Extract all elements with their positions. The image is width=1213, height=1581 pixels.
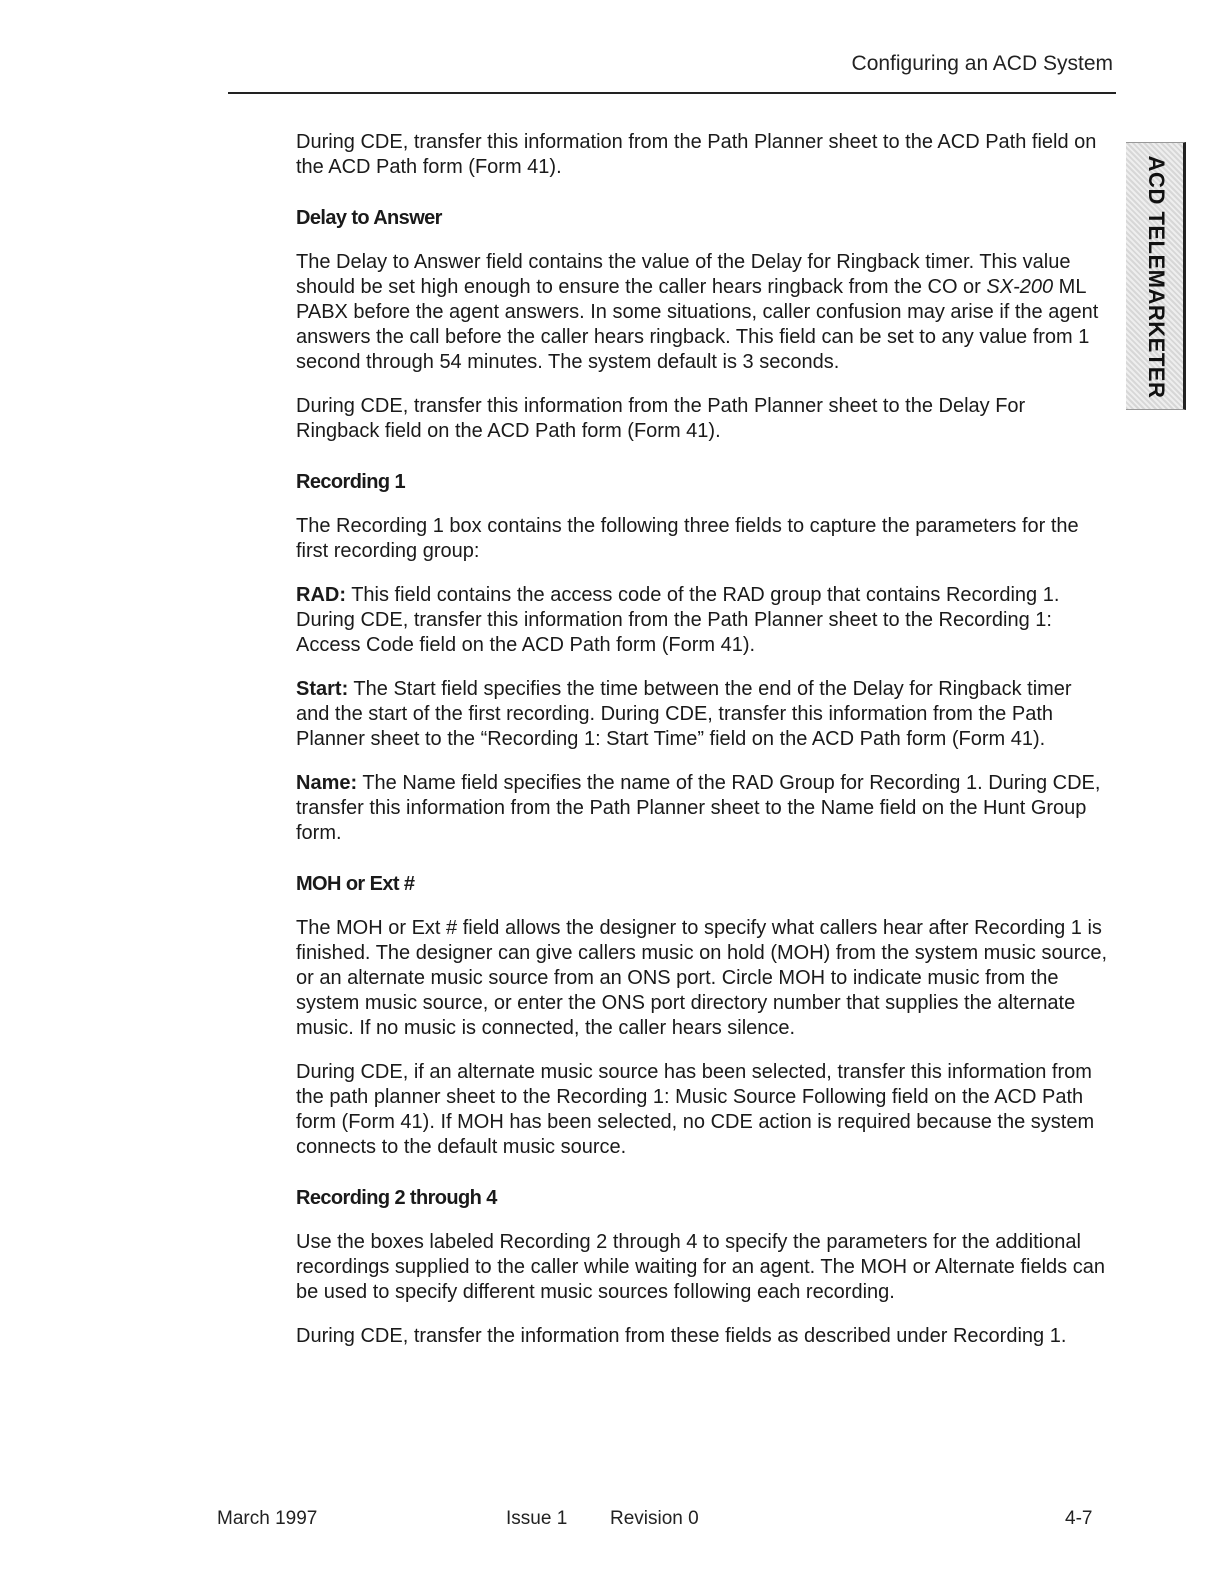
recording-2-4-paragraph: Use the boxes labeled Recording 2 through 4 to specify the parameters for the additional recordings supplied to the caller while waiting for an agent. The MOH or Alternate fields can be used to specify different music sources following each recording. (296, 1231, 1105, 1303)
intro-paragraph: During CDE, transfer this information from the Path Planner sheet to the ACD Path field on the ACD Path form (Form 41). (296, 131, 1097, 178)
heading-recording-2-4: Recording 2 through 4 (296, 1187, 497, 1209)
start-paragraph (296, 677, 1108, 752)
running-header: Configuring an ACD System (851, 52, 1113, 75)
rad-text: This field contains the access code of the RAD group that contains Recording 1. During CDE, transfer this information from the Path Planner sheet to the Recording 1: Access Code field on the ACD Path form (Form 41). (296, 584, 1060, 656)
heading-moh-or-ext: MOH or Ext # (296, 873, 415, 895)
heading-recording-1: Recording 1 (296, 471, 405, 493)
recording-2-4-cde-paragraph: During CDE, transfer the information from these fields as described under Recording 1. (296, 1325, 1067, 1347)
name-paragraph (296, 771, 1108, 846)
name-label: Name: (296, 772, 358, 794)
rad-label: RAD: (296, 584, 346, 606)
rad-paragraph (296, 583, 1108, 658)
recording-1-intro: The Recording 1 box contains the following three fields to capture the parameters for the first recording group: (296, 515, 1079, 562)
delay-text-part-a: The Delay to Answer field contains the value of the Delay for Ringback timer. This value should be set high enough to ensure the caller hears ringback from the CO or (296, 251, 1071, 298)
heading-delay-to-answer: Delay to Answer (296, 207, 442, 229)
name-text: The Name field specifies the name of the RAD Group for Recording 1. During CDE, transfer this information from the Path Planner sheet to the Name field on the Hunt Group form. (296, 772, 1101, 844)
footer-date: March 1997 (217, 1508, 318, 1529)
start-label: Start: (296, 678, 349, 700)
side-tab-label: ACD TELEMARKETER (1144, 155, 1169, 399)
footer-issue: Issue 1 (506, 1508, 568, 1529)
delay-cde-paragraph: During CDE, transfer this information from the Path Planner sheet to the Delay For Ringback field on the ACD Path form (Form 41). (296, 395, 1026, 442)
section-side-tab (1126, 142, 1186, 410)
header-rule (228, 92, 1116, 94)
footer-revision: Revision 0 (610, 1508, 699, 1529)
moh-paragraph: The MOH or Ext # field allows the designer to specify what callers hear after Recording 1 is finished. The designer can give callers music on hold (MOH) from the system music source, or an alternate music source from an ONS port. Circle MOH to indicate music from the system music source, or enter the ONS port directory number that supplies the alternate music. If no music is connected, the caller hears silence. (296, 917, 1108, 1039)
footer-page-number: 4-7 (1065, 1508, 1093, 1529)
moh-cde-paragraph: During CDE, if an alternate music source has been selected, transfer this information from the path planner sheet to the Recording 1: Music Source Following field on the ACD Path form (Form 41). If MOH has been selected, no CDE action is required because the system connects to the default music source. (296, 1061, 1095, 1158)
product-name: SX-200 (986, 276, 1054, 298)
page-body (296, 130, 1108, 1368)
start-text: The Start field specifies the time between the end of the Delay for Ringback timer and the start of the first recording. During CDE, transfer this information from the Path Planner sheet to the “Recording 1: Start Time” field on the ACD Path form (Form 41). (296, 678, 1072, 750)
delay-text-part-b: ML PABX before the agent answers. In some situations, caller confusion may arise if the agent answers the call before the caller hears ringback. This field can be set to any value from 1 second through 54 minutes. The system default is 3 seconds. (296, 276, 1099, 373)
delay-paragraph (296, 250, 1108, 375)
